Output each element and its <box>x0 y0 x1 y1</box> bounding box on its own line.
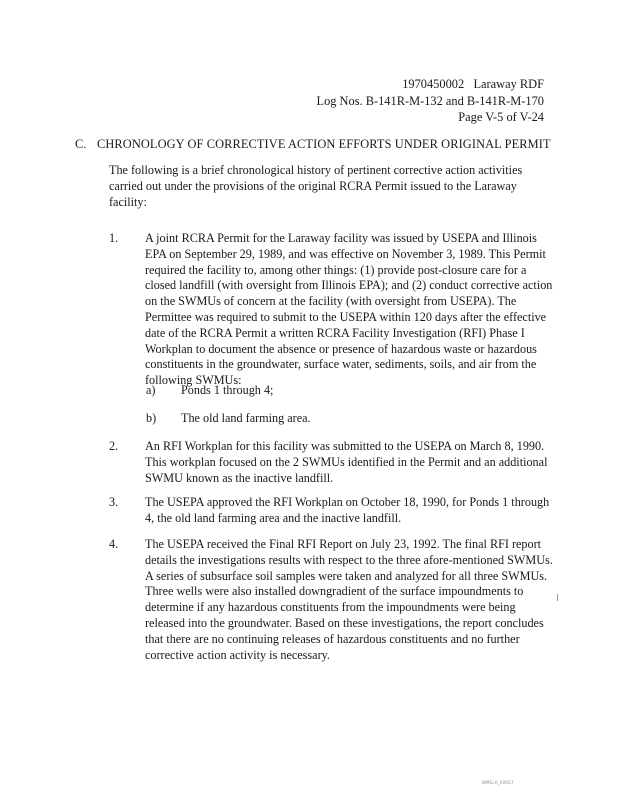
page-header <box>317 76 545 126</box>
header-page-number: Page V-5 of V-24 <box>458 110 544 124</box>
scan-mark <box>557 594 558 601</box>
bates-stamp: WMLLA_00057 <box>482 780 514 785</box>
list-item-text: An RFI Workplan for this facility was submitted to the USEPA on March 8, 1990. This workplan focused on the 2 SWMUs identified in the Permit and an additional SWMU known as the inactive landfill. <box>145 439 548 485</box>
sub-item-letter: b) <box>146 411 157 425</box>
list-item-text: The USEPA received the Final RFI Report on July 23, 1992. The final RFI report details the investigations results with respect to the three afore-mentioned SWMUs. A series of subsurface soil samples were taken and analyzed for all three SWMUs. Three wells were also installed downgradient of the surface impoundments to determine if any hazardous constituents from the impoundments were being released into the groundwater. Based on these investigations, the report concludes that there are no continuing releases of hazardous constituents and no further corrective action activity is necessary. <box>145 537 553 662</box>
sub-item-letter: a) <box>146 383 156 397</box>
list-item-number: 2. <box>109 439 119 453</box>
section-title: CHRONOLOGY OF CORRECTIVE ACTION EFFORTS UNDER ORIGINAL PERMIT <box>97 137 551 151</box>
list-item-number: 1. <box>109 231 119 245</box>
list-item-number: 3. <box>109 495 119 509</box>
header-facility-id: 1970450002 Laraway RDF <box>402 77 544 91</box>
intro-paragraph: The following is a brief chronological history of pertinent corrective action activities carried out under the provisions of the original RCRA Permit issued to the Laraway facility: <box>109 163 523 209</box>
header-log-numbers: Log Nos. B-141R-M-132 and B-141R-M-170 <box>316 93 544 108</box>
section-heading <box>75 137 551 152</box>
list-item-text: The USEPA approved the RFI Workplan on October 18, 1990, for Ponds 1 through 4, the old land farming area and the inactive landfill. <box>145 495 550 525</box>
sub-item-text: The old land farming area. <box>181 411 311 425</box>
list-item-text: A joint RCRA Permit for the Laraway facility was issued by USEPA and Illinois EPA on September 29, 1989, and was effective on November 3, 1989. This Permit required the facility to, among other things: (1) provide post-closure care for a closed landfill (with oversight from Illinois EPA); and (2) conduct corrective action on the SWMUs of concern at the facility (with oversight from USEPA). The Permittee was required to submit to the USEPA within 120 days after the effective date of the RCRA Permit a written RCRA Facility Investigation (RFI) Phase I Workplan to document the absence or presence of hazardous waste or hazardous constituents in the groundwater, surface water, sediments, soils, and air from the following SWMUs: <box>145 231 553 388</box>
sub-item-text: Ponds 1 through 4; <box>181 383 274 397</box>
list-item-number: 4. <box>109 537 119 551</box>
section-letter: C. <box>75 137 87 151</box>
